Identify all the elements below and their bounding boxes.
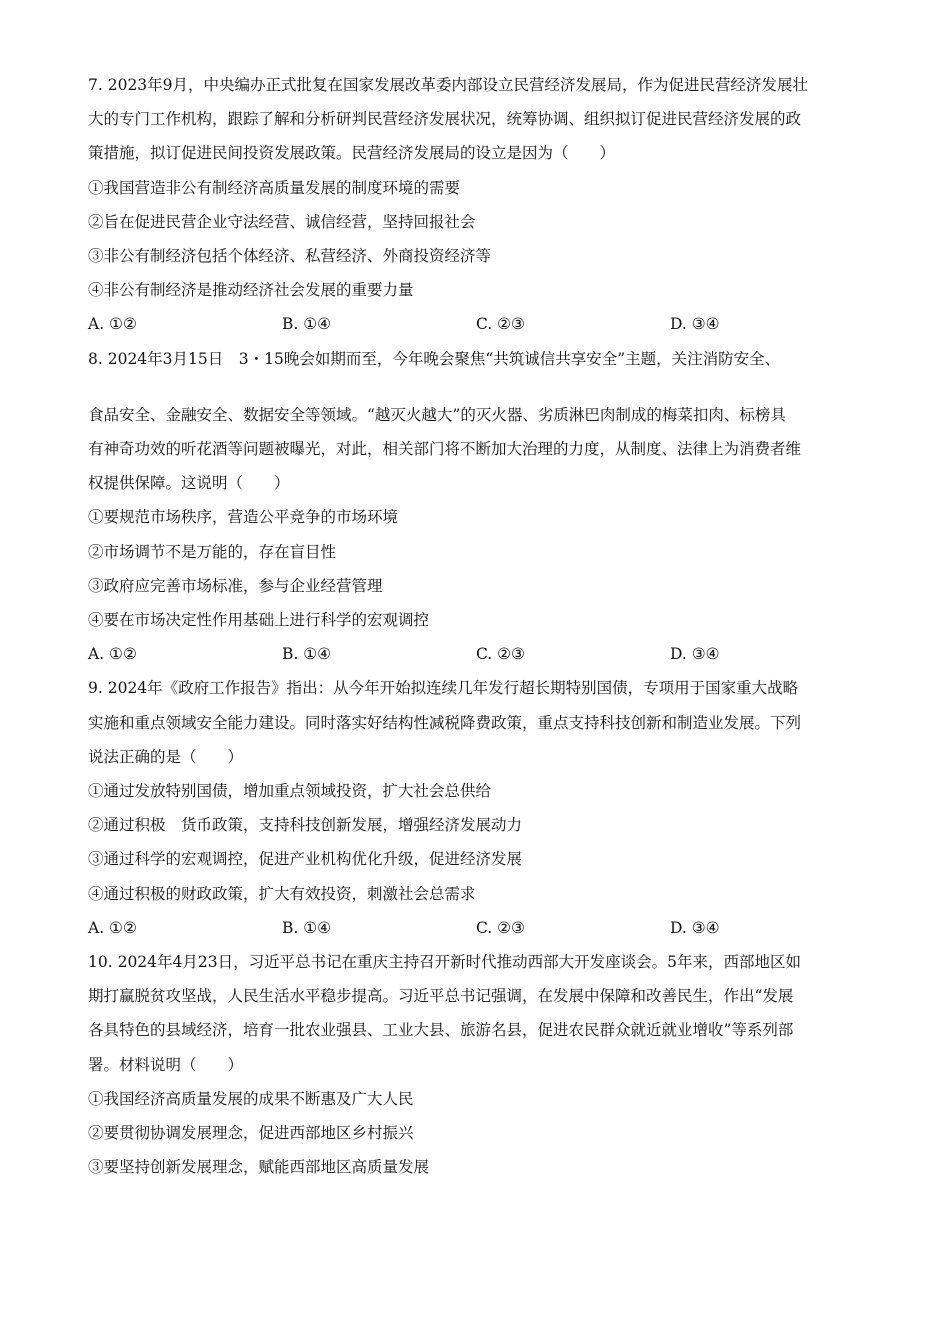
choice-c: C. ②③ xyxy=(476,918,525,937)
option-4: ④非公有制经济是推动经济社会发展的重要力量 xyxy=(88,281,414,300)
choice-b: B. ①④ xyxy=(282,645,332,664)
stem-line: 7. 2023年9月，中央编办正式批复在国家发展改革委内部设立民营经济发展局，作为促进民营经济发展壮 xyxy=(88,76,809,94)
question-7 xyxy=(88,68,868,342)
stem-line: 8. 2024年3月15日 3・15晚会如期而至，今年晚会聚焦“共筑诚信共享安全”主题，关注消防安全、 xyxy=(88,349,781,368)
question-stem xyxy=(88,342,868,501)
choice-c: C. ②③ xyxy=(476,645,525,664)
option-2: ②市场调节不是万能的，存在盲目性 xyxy=(88,542,337,561)
choice-d: D. ③④ xyxy=(670,315,720,334)
option-3: ③非公有制经济包括个体经济、私营经济、外商投资经济等 xyxy=(88,247,492,266)
stem-line: 权提供保障。这说明（ ） xyxy=(88,474,290,493)
stem-line: 说法正确的是（ ） xyxy=(88,747,244,766)
stem-line: 策措施，拟订促进民间投资发展政策。民营经济发展局的设立是因为（ ） xyxy=(88,144,616,163)
choice-c: C. ②③ xyxy=(476,315,525,334)
option-1: ①我国经济高质量发展的成果不断惠及广大人民 xyxy=(88,1089,414,1108)
option-2: ②通过积极 货币政策，支持科技创新发展，增强经济发展动力 xyxy=(88,816,523,835)
choice-d: D. ③④ xyxy=(670,645,720,664)
option-4: ④通过积极的财政政策，扩大有效投资，刺激社会总需求 xyxy=(88,884,476,903)
stem-line: 10. 2024年4月23日，习近平总书记在重庆主持召开新时代推动西部大开发座谈会。5年来，西部地区如 xyxy=(88,953,801,972)
exam-page xyxy=(88,68,868,1185)
question-8 xyxy=(88,342,868,672)
option-1: ①通过发放特别国债，增加重点领域投资，扩大社会总供给 xyxy=(88,782,492,801)
stem-line: 有神奇功效的听花酒等问题被曝光，对此，相关部门将不断加大治理的力度，从制度、法律上为消费者维 xyxy=(88,440,802,459)
question-stem xyxy=(88,945,868,1082)
choice-a: A. ①② xyxy=(88,918,137,937)
option-2: ②旨在促进民营企业守法经营、诚信经营，坚持回报社会 xyxy=(88,212,476,231)
option-3: ③政府应完善市场标准，参与企业经营管理 xyxy=(88,576,383,595)
answer-choices xyxy=(88,637,868,671)
choice-b: B. ①④ xyxy=(282,918,332,937)
question-stem xyxy=(88,68,868,171)
choice-a: A. ①② xyxy=(88,315,137,334)
stem-line: 各具特色的县域经济，培育一批农业强县、工业大县、旅游名县，促进农民群众就近就业增收”等系列部 xyxy=(88,1021,794,1040)
choice-a: A. ①② xyxy=(88,645,137,664)
option-1: ①我国营造非公有制经济高质量发展的制度环境的需要 xyxy=(88,178,461,197)
question-stem xyxy=(88,671,868,774)
question-10 xyxy=(88,945,868,1184)
choice-d: D. ③④ xyxy=(670,918,720,937)
option-3: ③要坚持创新发展理念，赋能西部地区高质量发展 xyxy=(88,1158,430,1177)
option-1: ①要规范市场秩序，营造公平竞争的市场环境 xyxy=(88,508,399,527)
stem-line: 实施和重点领域安全能力建设。同时落实好结构性减税降费政策，重点支持科技创新和制造业发展。下列 xyxy=(88,713,802,732)
answer-choices xyxy=(88,307,868,341)
choice-b: B. ①④ xyxy=(282,315,332,334)
stem-line: 9. 2024年《政府工作报告》指出：从今年开始拟连续几年发行超长期特别国债，专项用于国家重大战略 xyxy=(88,679,799,698)
stem-line: 大的专门工作机构，跟踪了解和分析研判民营经济发展状况，统筹协调、组织拟订促进民营经济发展的政 xyxy=(88,110,802,129)
stem-line: 署。材料说明（ ） xyxy=(88,1055,244,1074)
stem-line: 食品安全、金融安全、数据安全等领域。“越灭火越大”的灭火器、劣质淋巴肉制成的梅菜扣肉、标榜具 xyxy=(88,405,786,424)
option-3: ③通过科学的宏观调控，促进产业机构优化升级，促进经济发展 xyxy=(88,850,523,869)
option-2: ②要贯彻协调发展理念，促进西部地区乡村振兴 xyxy=(88,1124,414,1143)
question-9 xyxy=(88,671,868,945)
stem-line: 期打赢脱贫攻坚战，人民生活水平稳步提高。习近平总书记强调，在发展中保障和改善民生，作出“发展 xyxy=(88,987,794,1006)
option-4: ④要在市场决定性作用基础上进行科学的宏观调控 xyxy=(88,611,430,630)
answer-choices xyxy=(88,911,868,945)
